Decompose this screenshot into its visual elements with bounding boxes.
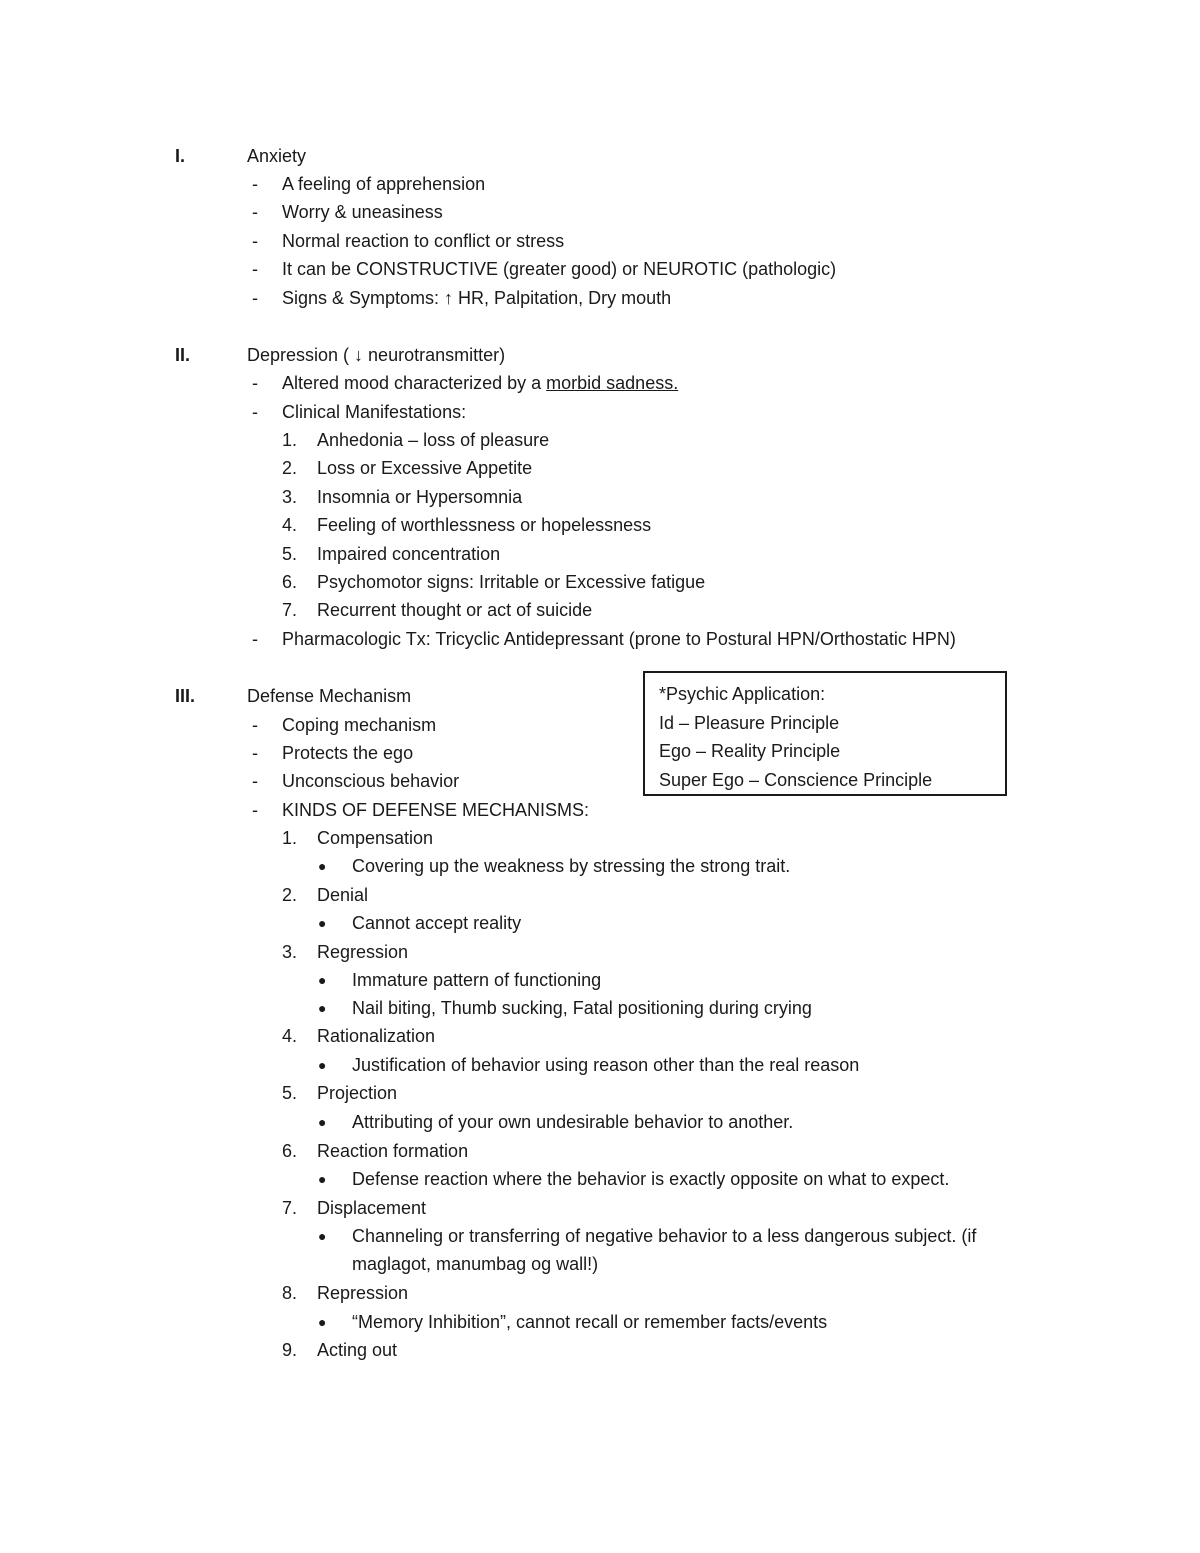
number-marker: 3.: [282, 942, 298, 962]
bullet-text: Cannot accept reality: [352, 913, 522, 933]
section-heading: Anxiety: [247, 146, 307, 166]
item-text: Protects the ego: [282, 743, 414, 763]
section-numeral: I.: [175, 146, 186, 166]
item-text: A feeling of apprehension: [282, 174, 486, 194]
number-marker: 6.: [282, 1141, 298, 1161]
dash-marker: -: [252, 288, 258, 308]
number-marker: 4.: [282, 1026, 298, 1046]
item-text: Recurrent thought or act of suicide: [317, 600, 593, 620]
box-line: Ego – Reality Principle: [659, 741, 841, 761]
item-text: Repression: [317, 1283, 409, 1303]
bullet-text: Immature pattern of functioning: [352, 970, 602, 990]
item-text: Acting out: [317, 1340, 398, 1360]
item-text: Insomnia or Hypersomnia: [317, 487, 523, 507]
item-text: Feeling of worthlessness or hopelessness: [317, 515, 652, 535]
item-text: Regression: [317, 942, 409, 962]
dash-marker: -: [252, 259, 258, 279]
item-text: Loss or Excessive Appetite: [317, 458, 533, 478]
number-marker: 1.: [282, 430, 298, 450]
bullet-icon: ●: [318, 972, 327, 988]
number-marker: 2.: [282, 885, 298, 905]
item-text: Signs & Symptoms: ↑ HR, Palpitation, Dry mouth: [282, 288, 672, 308]
bullet-text: maglagot, manumbag og wall!): [352, 1254, 599, 1274]
box-line: Super Ego – Conscience Principle: [659, 770, 933, 790]
dash-marker: -: [252, 231, 258, 251]
dash-marker: -: [252, 800, 258, 820]
underlined-phrase: morbid sadness.: [546, 373, 679, 393]
item-text: Rationalization: [317, 1026, 436, 1046]
item-text: Worry & uneasiness: [282, 202, 443, 222]
bullet-text: Defense reaction where the behavior is exactly opposite on what to expect.: [352, 1169, 950, 1189]
dash-marker: -: [252, 743, 258, 763]
item-text: Compensation: [317, 828, 434, 848]
section-heading: Defense Mechanism: [247, 686, 412, 706]
number-marker: 2.: [282, 458, 298, 478]
bullet-text: Channeling or transferring of negative behavior to a less dangerous subject. (if: [352, 1226, 977, 1246]
item-text: Coping mechanism: [282, 715, 437, 735]
dash-marker: -: [252, 629, 258, 649]
item-text: Pharmacologic Tx: Tricyclic Antidepressant (prone to Postural HPN/Orthostatic HPN): [282, 629, 956, 649]
item-text: Anhedonia – loss of pleasure: [317, 430, 550, 450]
bullet-icon: ●: [318, 1171, 327, 1187]
number-marker: 9.: [282, 1340, 298, 1360]
item-text: Normal reaction to conflict or stress: [282, 231, 565, 251]
item-text: [282, 371, 678, 395]
item-text: Impaired concentration: [317, 544, 501, 564]
bullet-text: “Memory Inhibition”, cannot recall or remember facts/events: [352, 1312, 828, 1332]
bullet-icon: ●: [318, 1314, 327, 1330]
bullet-icon: ●: [318, 1000, 327, 1016]
bullet-text: Nail biting, Thumb sucking, Fatal positioning during crying: [352, 998, 812, 1018]
bullet-icon: ●: [318, 858, 327, 874]
psychic-application-box: [643, 671, 1007, 796]
number-marker: 1.: [282, 828, 298, 848]
bullet-icon: ●: [318, 1228, 327, 1244]
section-heading: Depression ( ↓ neurotransmitter): [247, 345, 506, 365]
number-marker: 5.: [282, 544, 298, 564]
dash-marker: -: [252, 373, 258, 393]
item-text: Denial: [317, 885, 369, 905]
number-marker: 7.: [282, 1198, 298, 1218]
box-title: *Psychic Application:: [659, 684, 826, 704]
item-text: Reaction formation: [317, 1141, 469, 1161]
item-text: Clinical Manifestations:: [282, 402, 467, 422]
number-marker: 6.: [282, 572, 298, 592]
item-text: It can be CONSTRUCTIVE (greater good) or NEUROTIC (pathologic): [282, 259, 837, 279]
number-marker: 3.: [282, 487, 298, 507]
item-text: Psychomotor signs: Irritable or Excessive fatigue: [317, 572, 706, 592]
item-text: Projection: [317, 1083, 398, 1103]
bullet-text: Attributing of your own undesirable behavior to another.: [352, 1112, 794, 1132]
bullet-text: Covering up the weakness by stressing the strong trait.: [352, 856, 791, 876]
item-text: Unconscious behavior: [282, 771, 460, 791]
section-numeral: III.: [175, 686, 196, 706]
bullet-icon: ●: [318, 1057, 327, 1073]
box-line: Id – Pleasure Principle: [659, 713, 840, 733]
number-marker: 8.: [282, 1283, 298, 1303]
bullet-text: Justification of behavior using reason other than the real reason: [352, 1055, 860, 1075]
section-numeral: II.: [175, 345, 191, 365]
dash-marker: -: [252, 202, 258, 222]
item-text: KINDS OF DEFENSE MECHANISMS:: [282, 800, 590, 820]
item-text: Displacement: [317, 1198, 427, 1218]
dash-marker: -: [252, 174, 258, 194]
dash-marker: -: [252, 771, 258, 791]
number-marker: 5.: [282, 1083, 298, 1103]
number-marker: 7.: [282, 600, 298, 620]
bullet-icon: ●: [318, 1114, 327, 1130]
dash-marker: -: [252, 715, 258, 735]
bullet-icon: ●: [318, 915, 327, 931]
dash-marker: -: [252, 402, 258, 422]
altered-mood-text: Altered mood characterized by a: [282, 373, 547, 393]
number-marker: 4.: [282, 515, 298, 535]
